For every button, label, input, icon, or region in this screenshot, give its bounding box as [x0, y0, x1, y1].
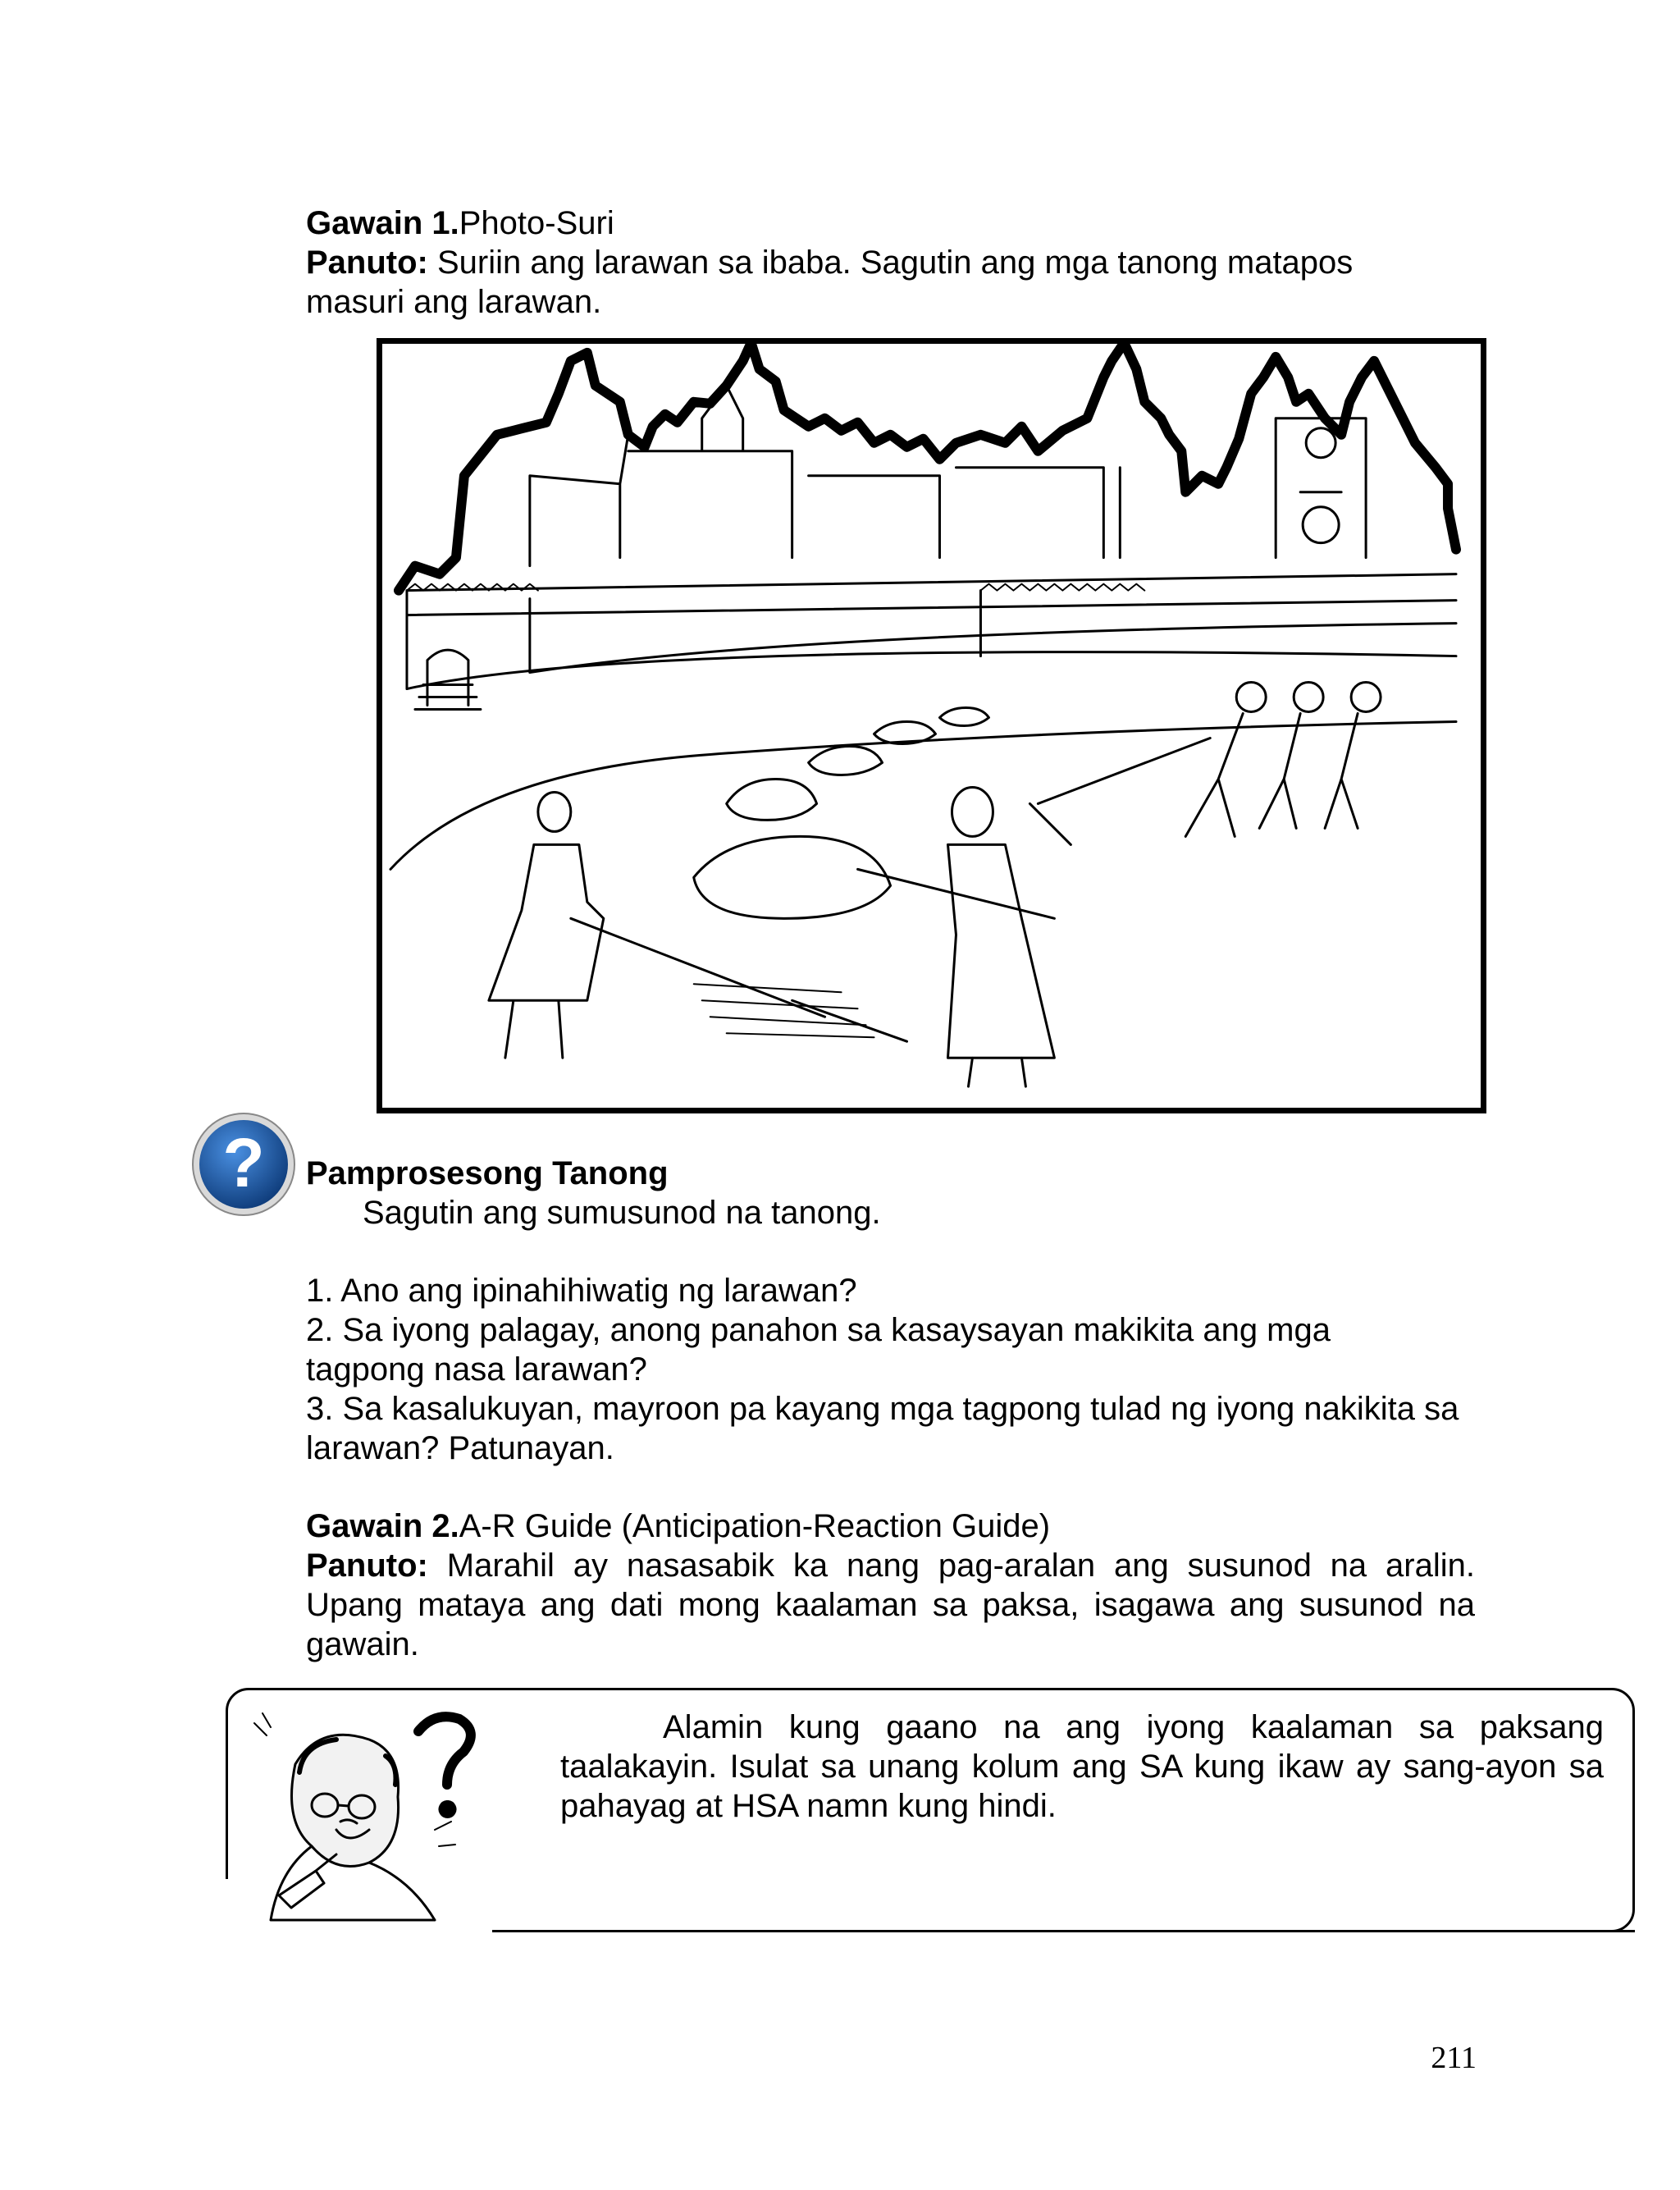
- thinking-person-cartoon: [246, 1707, 500, 1928]
- gawain2-panuto: Panuto: Marahil ay nasasabik ka nang pag-aralan ang susunod na aralin. Upang mataya ang dati mong kaalaman sa paksa, isagawa ang susunod na gawain.: [306, 1548, 1475, 1662]
- question-mark-icon: [190, 1111, 297, 1218]
- question-2: 2. Sa iyong palagay, anong panahon sa kasaysayan makikita ang mga tagpong nasa larawan?: [306, 1312, 1331, 1388]
- question-3: 3. Sa kasalukuyan, mayroon pa kayang mga tagpong tulad ng iyong nakikita sa larawan? Patunayan.: [306, 1391, 1459, 1466]
- proseso-title: Pamprosesong Tanong: [306, 1155, 669, 1191]
- callout-bottom-line: [492, 1930, 1635, 1932]
- question-1: 1. Ano ang ipinahihiwatig ng larawan?: [306, 1273, 857, 1309]
- photo-suri-illustration: [377, 338, 1486, 1113]
- proseso-instruction: Sagutin ang sumusunod na tanong.: [363, 1195, 881, 1231]
- page-number: 211: [1431, 2041, 1477, 2075]
- gawain1-panuto: Panuto: Suriin ang larawan sa ibaba. Sagutin ang mga tanong matapos masuri ang larawan.: [306, 245, 1354, 320]
- callout-text: Alamin kung gaano na ang iyong kaalaman sa paksang taalakayin. Isulat sa unang kolum ang SA kung ikaw ay sang-ayon sa pahayag at HSA namn kung hindi.: [560, 1709, 1604, 1824]
- svg-text:?: ?: [222, 1124, 265, 1201]
- gawain2-heading: Gawain 2.A-R Guide (Anticipation-Reaction Guide): [306, 1508, 1051, 1544]
- gawain1-heading: Gawain 1.Photo-Suri: [306, 205, 614, 241]
